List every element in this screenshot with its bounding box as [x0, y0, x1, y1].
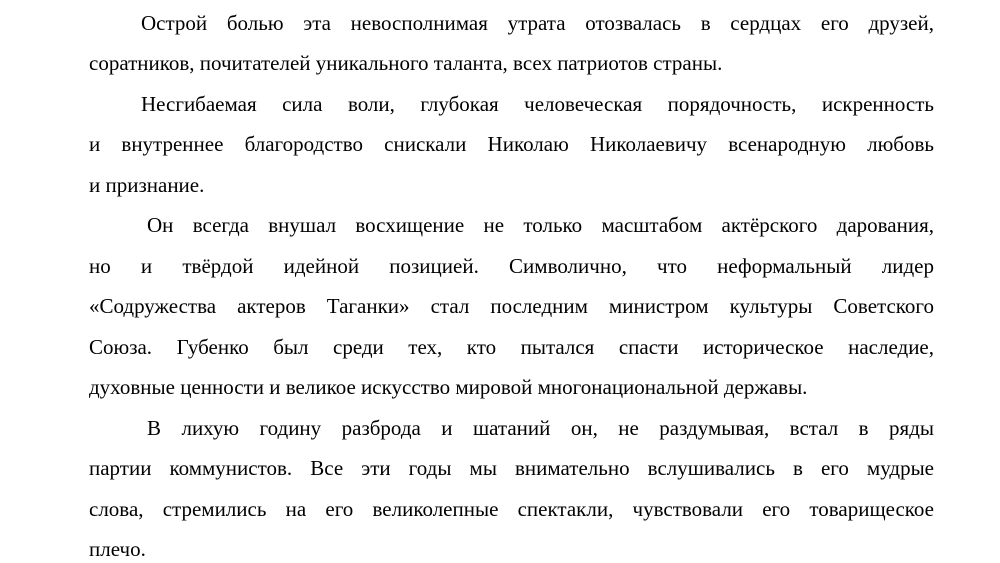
text-line: соратников, почитателей уникального таланта, всех патриотов страны. [89, 51, 723, 75]
text-line: Острой болью эта невосполнимая утрата отозвалась в сердцах его друзей, [141, 11, 934, 35]
text-line: но и твёрдой идейной позицией. Символично, что неформальный лидер [89, 254, 934, 278]
text-line: духовные ценности и великое искусство мировой многонациональной державы. [89, 375, 808, 399]
text-line: «Содружества актеров Таганки» стал последним министром культуры Советского [89, 294, 934, 318]
text-line: слова, стремились на его великолепные спектакли, чувствовали его товарищеское [89, 497, 934, 521]
text-line: В лихую годину разброда и шатаний он, не раздумывая, встал в ряды [147, 416, 934, 440]
text-line: плечо. [89, 537, 146, 561]
text-line: Он всегда внушал восхищение не только масштабом актёрского дарования, [147, 213, 934, 237]
text-line: и внутреннее благородство снискали Николаю Николаевичу всенародную любовь [89, 132, 934, 156]
text-line: Союза. Губенко был среди тех, кто пытался спасти историческое наследие, [89, 335, 934, 359]
text-line: Несгибаемая сила воли, глубокая человеческая порядочность, искренность [141, 92, 934, 116]
text-line: партии коммунистов. Все эти годы мы внимательно вслушивались в его мудрые [89, 456, 934, 480]
text-line: и признание. [89, 173, 205, 197]
